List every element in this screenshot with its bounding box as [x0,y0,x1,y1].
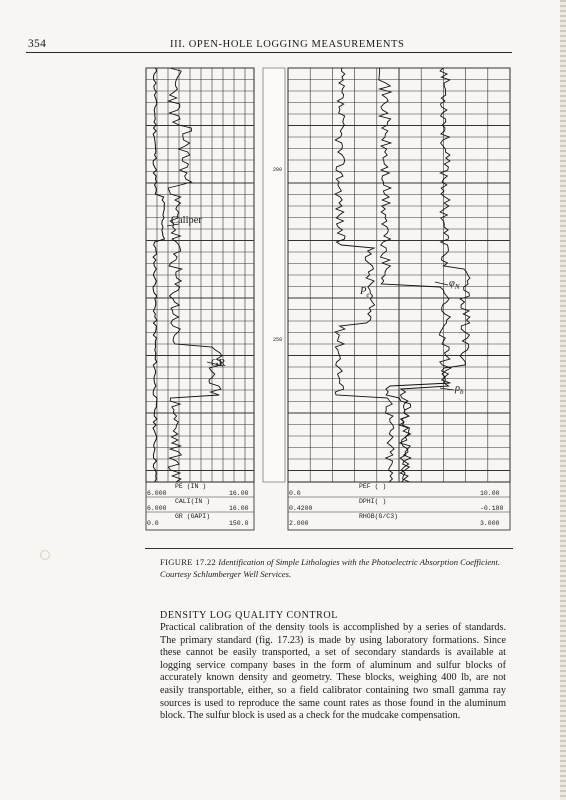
depth-mark-250: 250 [273,337,283,343]
scale-min: 0.0 [147,520,159,527]
page-number: 354 [28,38,47,50]
caption-rule [145,548,513,549]
body-paragraph: Practical calibration of the density tools is accomplished by a series of standards. The primary standard (fig. 17.23) is made by using laboratory formations. Since these cannot be easily transported, a set of secondary standards is available at logging service company bases in the form of aluminum and sulfur blocks of accurately known density and geometry. These blocks, weighing 400 lb, are not easily transportable, either, so a field calibrator containing two small gamma ray sources is used to reproduce the same count rates as those found in the aluminum block. The sulfur block is used as a check for the mudcake compensation. [160,622,506,722]
scale-max: 16.00 [229,490,249,497]
scale-min: 6.000 [147,490,167,497]
figure-caption [160,556,510,580]
gr-curve-label: GR [211,358,226,369]
page-edge [560,0,566,800]
well-log-plot [145,66,511,536]
paper-blemish [40,550,50,560]
scale-max: 3.000 [480,520,500,527]
scale-max: 150.0 [229,520,249,527]
rhob-symbol: ρ [455,383,461,394]
scale-min: 0.0 [289,490,301,497]
right-scale-box [288,482,510,530]
rhob-leader [440,388,454,390]
pe-subscript: e [366,291,370,300]
scale-name: GR (GAPI) [175,513,211,520]
scale-min: 6.000 [147,505,167,512]
scale-name: CALI(IN ) [175,498,211,505]
figure-caption-text: Identification of Simple Lithologies with the Photoelectric Absorption Coefficient. Courtesy Schlumberger Well Services. [160,557,501,579]
figure-number: FIGURE 17.22 [160,557,217,567]
phin-symbol: φ [449,278,455,289]
running-head: III. OPEN-HOLE LOGGING MEASUREMENTS [170,39,405,50]
scale-max: 16.00 [229,505,249,512]
header-rule [26,52,512,53]
scale-max: -0.180 [480,505,504,512]
depth-column [263,68,285,482]
scale-name: PEF ( ) [359,483,387,490]
scale-name: PE (IN ) [175,483,207,490]
page-header [0,0,566,60]
depth-mark-200: 200 [273,167,283,173]
rhob-subscript: b [460,388,464,397]
section-heading: DENSITY LOG QUALITY CONTROL [160,610,338,621]
phin-leader [435,282,448,285]
pe-curve-label [360,286,370,299]
scale-min: 2.000 [289,520,309,527]
scale-name: RHOB(G/C3) [359,513,399,520]
rhob-curve-label [455,383,464,396]
scale-min: 0.4200 [289,505,313,512]
pe-symbol: P [360,286,367,297]
phin-subscript: N [454,283,460,292]
well-log-figure [145,66,511,536]
scale-name: DPHI( ) [359,498,387,505]
caliper-curve-label: Caliper [171,215,202,226]
phin-curve-label [449,278,459,291]
scale-max: 10.00 [480,490,500,497]
